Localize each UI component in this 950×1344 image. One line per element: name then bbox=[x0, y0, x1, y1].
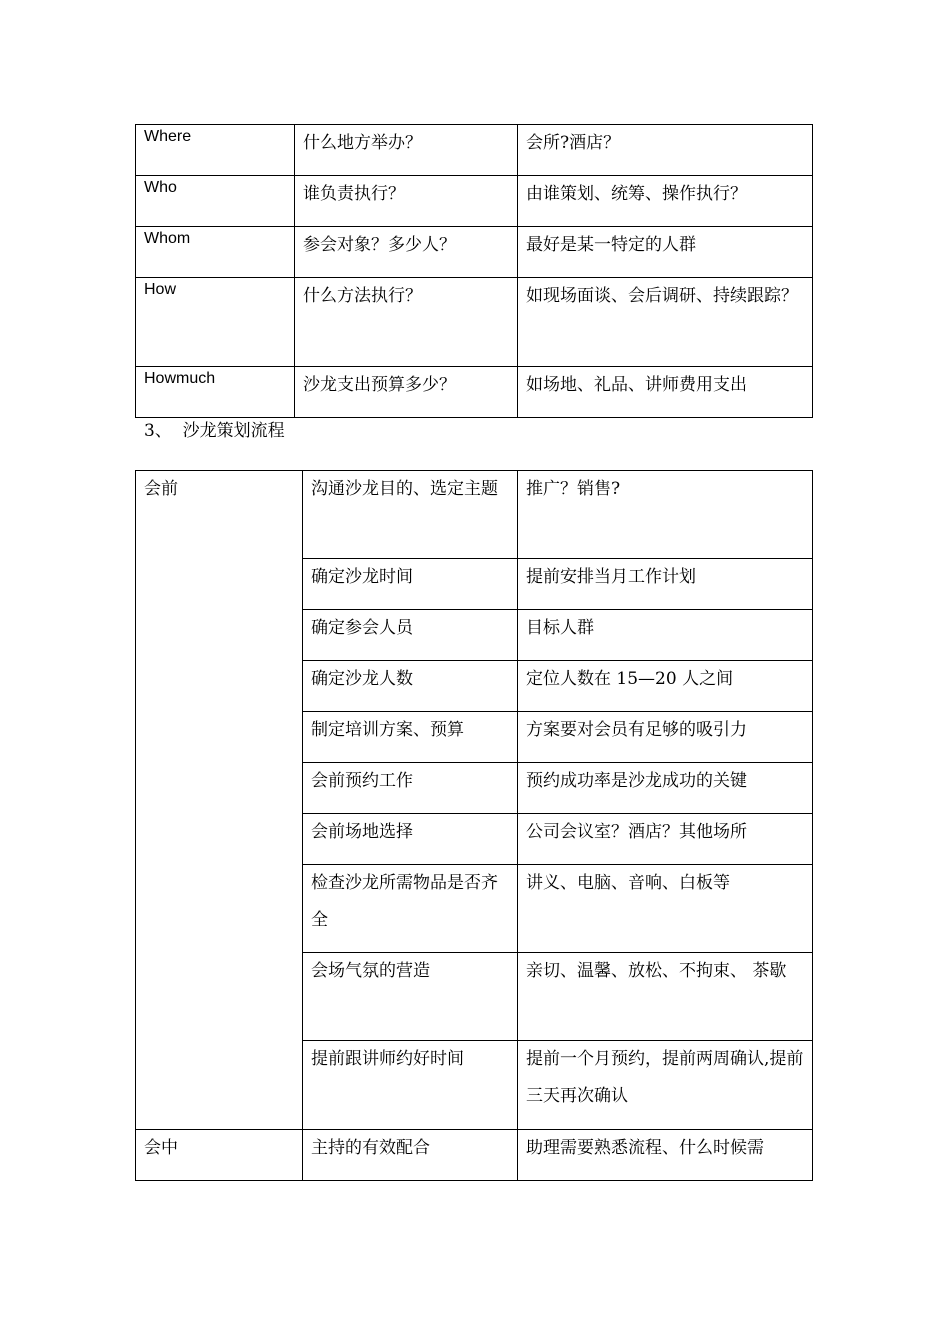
table-row bbox=[136, 278, 813, 367]
row-key: Who bbox=[144, 179, 177, 196]
table-row bbox=[136, 471, 813, 559]
step-label: 检查沙龙所需物品是否齐全 bbox=[311, 873, 498, 930]
step-note: 目标人群 bbox=[526, 618, 594, 638]
row-note: 由谁策划、统筹、操作执行？ bbox=[526, 184, 747, 204]
step-label: 会前预约工作 bbox=[311, 771, 413, 791]
row-question: 沙龙支出预算多少？ bbox=[303, 375, 456, 395]
row-note: 如现场面谈、会后调研、持续跟踪？ bbox=[526, 286, 798, 306]
step-note: 亲切、温馨、放松、不拘束、 茶歇 bbox=[526, 961, 787, 981]
step-label: 确定沙龙人数 bbox=[311, 669, 413, 689]
step-note: 公司会议室？酒店？其他场所 bbox=[526, 822, 747, 842]
step-label: 会前场地选择 bbox=[311, 822, 413, 842]
step-note: 预约成功率是沙龙成功的关键 bbox=[526, 771, 747, 791]
table-row bbox=[136, 1130, 813, 1181]
step-label: 确定沙龙时间 bbox=[311, 567, 413, 587]
step-note: 讲义、电脑、音响、白板等 bbox=[526, 873, 730, 893]
section-number: 3、 bbox=[144, 421, 172, 441]
step-note: 提前一个月预约，提前两周确认,提前三天再次确认 bbox=[526, 1049, 804, 1106]
row-key: Howmuch bbox=[144, 370, 216, 387]
step-note: 方案要对会员有足够的吸引力 bbox=[526, 720, 747, 740]
step-note: 推广？销售? bbox=[526, 479, 621, 499]
step-label: 会场气氛的营造 bbox=[311, 961, 430, 981]
row-note: 如场地、礼品、讲师费用支出 bbox=[526, 375, 747, 395]
step-note: 提前安排当月工作计划 bbox=[526, 567, 696, 587]
step-label: 确定参会人员 bbox=[311, 618, 413, 638]
row-note: 会所?酒店？ bbox=[526, 133, 621, 153]
step-note: 定位人数在 15—20 人之间 bbox=[526, 669, 734, 689]
section-title: 沙龙策划流程 bbox=[182, 421, 285, 441]
section-heading bbox=[144, 418, 285, 444]
step-note: 助理需要熟悉流程、什么时候需 bbox=[526, 1138, 764, 1158]
row-question: 谁负责执行？ bbox=[303, 184, 405, 204]
table-row bbox=[136, 176, 813, 227]
phase-name: 会前 bbox=[144, 479, 178, 499]
row-key: Whom bbox=[144, 230, 191, 247]
step-label: 提前跟讲师约好时间 bbox=[311, 1049, 464, 1069]
table-row bbox=[136, 227, 813, 278]
phase-name: 会中 bbox=[144, 1138, 178, 1158]
row-note: 最好是某一特定的人群 bbox=[526, 235, 696, 255]
step-label: 主持的有效配合 bbox=[311, 1138, 430, 1158]
row-question: 参会对象？多少人？ bbox=[303, 235, 456, 255]
row-key: How bbox=[144, 281, 177, 298]
process-table bbox=[135, 470, 813, 1181]
row-question: 什么地方举办？ bbox=[303, 133, 422, 153]
table-row bbox=[136, 367, 813, 418]
table-row bbox=[136, 125, 813, 176]
five-w-table bbox=[135, 124, 813, 418]
step-label: 沟通沙龙目的、选定主题 bbox=[311, 479, 498, 499]
step-label: 制定培训方案、预算 bbox=[311, 720, 464, 740]
row-key: Where bbox=[144, 128, 192, 145]
row-question: 什么方法执行？ bbox=[303, 286, 422, 306]
